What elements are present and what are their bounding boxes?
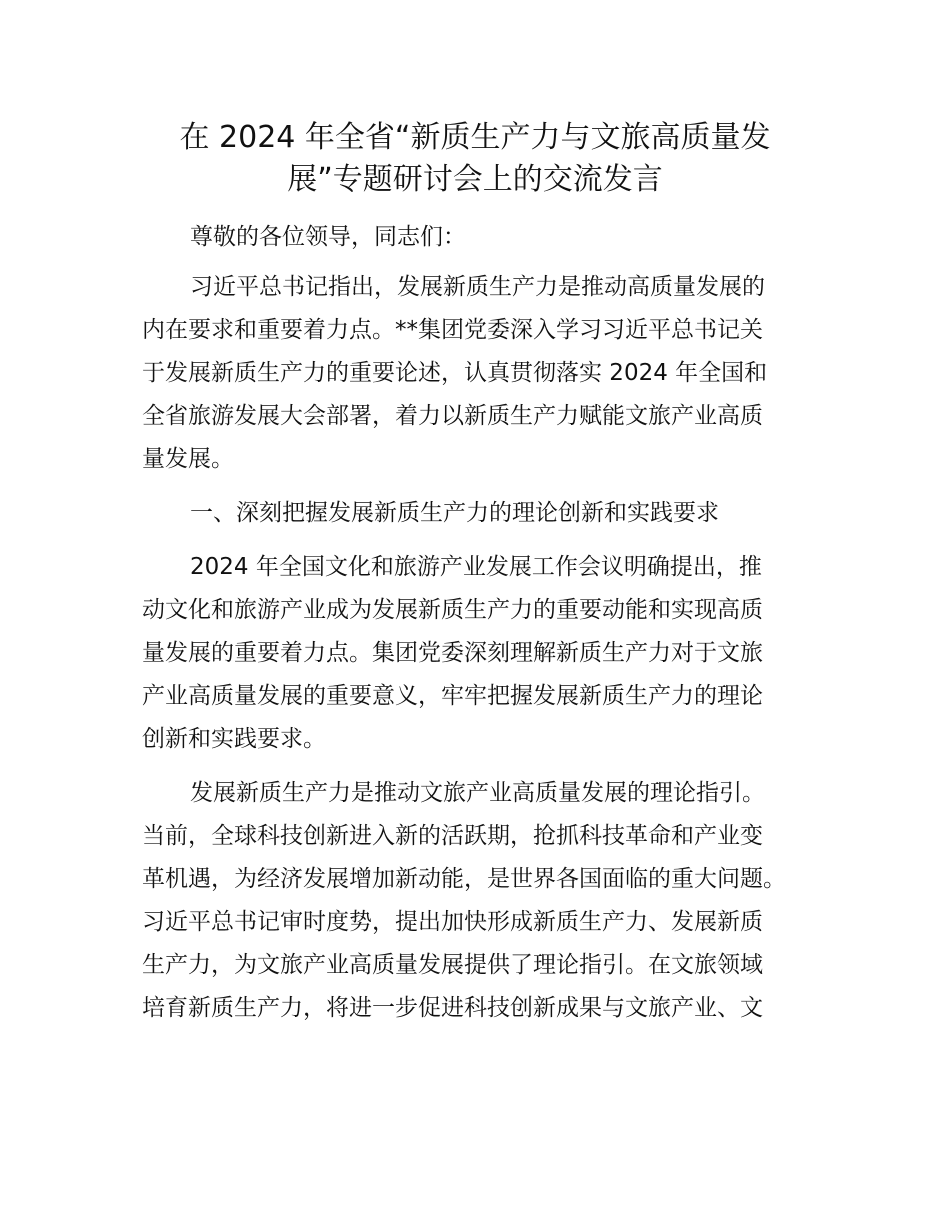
paragraph-3-line-4: 习近平总书记审时度势，提出加快形成新质生产力、发展新质 [142,909,763,935]
paragraph-2-line-1: 2024 年全国文化和旅游产业发展工作会议明确提出，推 [190,554,762,580]
paragraph-1-line-1: 习近平总书记指出，发展新质生产力是推动高质量发展的 [190,274,765,300]
paragraph-1-line-2: 内在要求和重要着力点。**集团党委深入学习习近平总书记关 [142,317,763,343]
paragraph-2-line-4: 产业高质量发展的重要意义，牢牢把握发展新质生产力的理论 [142,683,763,709]
paragraph-3-line-6: 培育新质生产力，将进一步促进科技创新成果与文旅产业、文 [142,995,763,1021]
paragraph-3-line-3: 革机遇，为经济发展增加新动能，是世界各国面临的重大问题。 [142,866,786,892]
paragraph-2-line-3: 量发展的重要着力点。集团党委深刻理解新质生产力对于文旅 [142,640,763,666]
paragraph-3-line-1: 发展新质生产力是推动文旅产业高质量发展的理论指引。 [190,780,765,806]
paragraph-1-line-3: 于发展新质生产力的重要论述，认真贯彻落实 2024 年全国和 [142,360,768,386]
document-title-line-1: 在 2024 年全省“新质生产力与文旅高质量发 [179,120,771,155]
paragraph-2-line-2: 动文化和旅游产业成为发展新质生产力的重要动能和实现高质 [142,597,763,623]
salutation: 尊敬的各位领导，同志们： [190,224,466,250]
document-title-line-2: 展”专题研讨会上的交流发言 [287,162,663,197]
paragraph-3-line-5: 生产力，为文旅产业高质量发展提供了理论指引。在文旅领域 [142,952,763,978]
paragraph-1-line-5: 量发展。 [142,446,234,472]
section-heading-1: 一、深刻把握发展新质生产力的理论创新和实践要求 [190,500,719,526]
paragraph-1-line-4: 全省旅游发展大会部署，着力以新质生产力赋能文旅产业高质 [142,403,763,429]
paragraph-3-line-2: 当前，全球科技创新进入新的活跃期，抢抓科技革命和产业变 [142,823,763,849]
paragraph-2-line-5: 创新和实践要求。 [142,726,326,752]
